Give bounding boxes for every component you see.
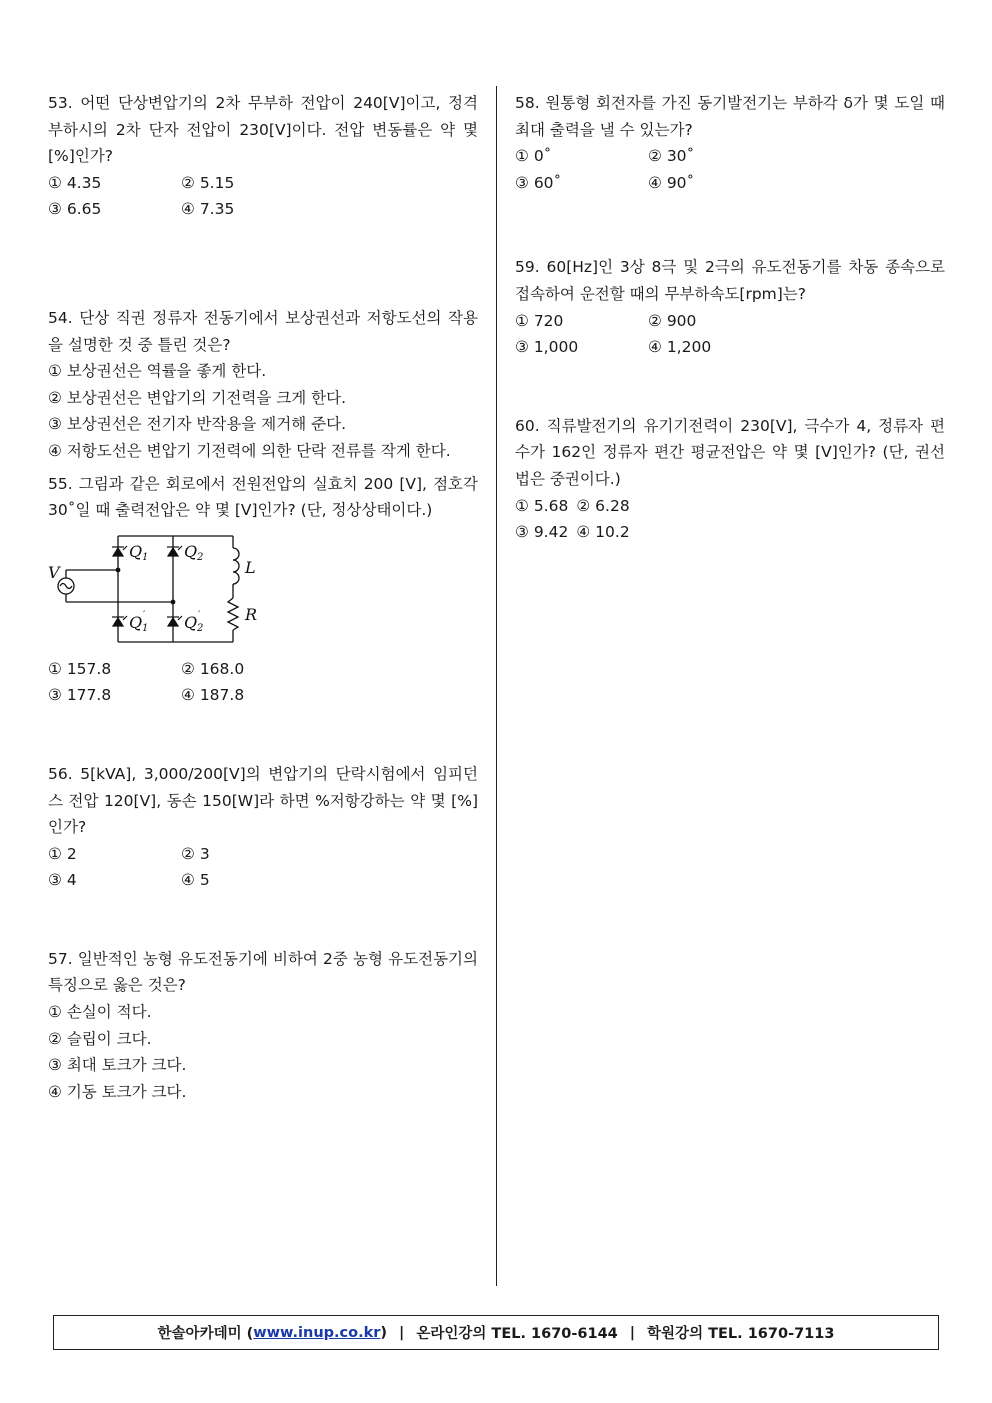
spacer [48, 275, 478, 305]
option-3[interactable]: ③ 보상권선은 전기자 반작용을 제거해 준다. [48, 415, 346, 434]
option-4[interactable]: ④ 5 [181, 871, 210, 890]
options-row [48, 170, 478, 197]
inductor-label: L [245, 557, 256, 577]
option-3[interactable]: ③ 60˚ [515, 173, 562, 192]
options-row [515, 519, 945, 546]
option-1[interactable]: ① 720 [515, 311, 564, 330]
question-59-text: 59. 60[Hz]인 3상 8극 및 2극의 유도전동기를 차동 종속으로 접속하여 운전할 때의 무부하속도[rpm]는? [515, 258, 945, 303]
question-54 [48, 305, 478, 465]
column-divider [496, 86, 497, 1286]
options-row [515, 334, 945, 361]
footer-banner [53, 1315, 939, 1350]
option-4[interactable]: ④ 기동 토크가 크다. [48, 1082, 187, 1101]
q1-prime-subscript: 1 [142, 622, 149, 634]
option-2[interactable]: ② 168.0 [181, 659, 245, 678]
q2-subscript: 2 [197, 551, 204, 563]
question-55-text: 55. 그림과 같은 회로에서 전원전압의 실효치 200 [V], 점호각 30˚일 때 출력전압은 약 몇 [V]인가? (단, 정상상태이다.) [48, 474, 478, 520]
options-row [515, 493, 945, 520]
options-row [48, 841, 478, 868]
option-2[interactable]: ② 3 [181, 844, 210, 863]
option-4[interactable]: ④ 저항도선은 변압기 기전력에 의한 단락 전류를 작게 한다. [48, 441, 451, 460]
question-55 [48, 471, 478, 709]
question-54-options [48, 358, 478, 464]
option-3[interactable]: ③ 4 [48, 871, 77, 890]
question-57 [48, 946, 478, 1106]
academy-name: 한솔아카데미 ( [157, 1326, 254, 1342]
spacer [48, 709, 478, 761]
option-1[interactable]: ① 손실이 적다. [48, 1003, 152, 1022]
q2-prime-label: Q [184, 612, 198, 632]
q1-label: Q [129, 541, 143, 561]
option-2[interactable]: ② 슬립이 크다. [48, 1029, 152, 1048]
academy-name-close: ) [380, 1324, 388, 1341]
question-56-options [48, 841, 478, 894]
q1-prime-label: Q [129, 612, 143, 632]
option-1[interactable]: ① 0˚ [515, 147, 552, 166]
question-55-options [48, 656, 478, 709]
online-lecture-phone: 온라인강의 TEL. 1670-6144 [416, 1326, 618, 1342]
option-1[interactable]: ① 2 [48, 844, 77, 863]
option-3[interactable]: ③ 최대 토크가 크다. [48, 1056, 187, 1075]
option-3[interactable]: ③ 177.8 [48, 686, 112, 705]
options-row [515, 170, 945, 197]
question-58 [515, 90, 945, 196]
options-row [48, 867, 478, 894]
option-2[interactable]: ② 5.15 [181, 173, 235, 192]
q2-prime-mark: ′ [198, 609, 201, 621]
junction-dot [116, 567, 121, 572]
option-1[interactable]: ① 5.68 [515, 496, 569, 515]
question-57-text: 57. 일반적인 농형 유도전동기에 비하여 2중 농형 유도전동기의 특징으로 옳은 것은? [48, 949, 478, 995]
source-label: V [48, 562, 60, 582]
option-2[interactable]: ② 30˚ [648, 147, 695, 166]
option-3[interactable]: ③ 9.42 [515, 523, 569, 542]
option-1[interactable]: ① 4.35 [48, 173, 102, 192]
left-column [48, 90, 478, 1105]
option-1[interactable]: ① 157.8 [48, 659, 112, 678]
question-59-options [515, 308, 945, 361]
options-row [515, 143, 945, 170]
question-53-text: 53. 어떤 단상변압기의 2차 무부하 전압이 240[V]이고, 정격 부하시의 2차 단자 전압이 230[V]이다. 전압 변동률은 약 몇 [%]인가? [48, 94, 478, 166]
question-53-options [48, 170, 478, 223]
question-59 [515, 254, 945, 360]
question-53 [48, 90, 478, 223]
q2-label: Q [184, 541, 198, 561]
question-60 [515, 413, 945, 546]
footer-separator: | [629, 1324, 636, 1341]
option-3[interactable]: ③ 1,000 [515, 338, 579, 357]
footer-separator: | [399, 1324, 405, 1341]
options-row [48, 196, 478, 223]
spacer [48, 223, 478, 275]
option-4[interactable]: ④ 10.2 [576, 523, 630, 542]
spacer [515, 361, 945, 413]
option-4[interactable]: ④ 1,200 [648, 338, 712, 357]
question-58-text: 58. 원통형 회전자를 가진 동기발전기는 부하각 δ가 몇 도일 때 최대 출력을 낼 수 있는가? [515, 94, 945, 139]
junction-dot [171, 599, 176, 604]
option-2[interactable]: ② 6.28 [576, 496, 630, 515]
spacer [48, 894, 478, 946]
right-column [515, 90, 945, 546]
thyristor-bridge-circuit [48, 530, 268, 648]
option-2[interactable]: ② 보상권선은 변압기의 기전력을 크게 한다. [48, 388, 346, 407]
question-58-options [515, 143, 945, 196]
spacer [515, 196, 945, 248]
q1-prime-mark: ′ [143, 609, 146, 621]
q2-prime-subscript: 2 [197, 622, 204, 634]
question-60-options [515, 493, 945, 546]
academy-website-link[interactable]: www.inup.co.kr [253, 1324, 381, 1341]
question-56-text: 56. 5[kVA], 3,000/200[V]의 변압기의 단락시험에서 임피던스 전압 120[V], 동손 150[W]라 하면 %저항강하는 약 몇 [%]인가? [48, 764, 478, 837]
option-4[interactable]: ④ 187.8 [181, 686, 245, 705]
option-4[interactable]: ④ 90˚ [648, 173, 695, 192]
options-row [515, 308, 945, 335]
offline-lecture-phone: 학원강의 TEL. 1670-7113 [647, 1326, 835, 1342]
option-2[interactable]: ② 900 [648, 311, 697, 330]
option-4[interactable]: ④ 7.35 [181, 200, 235, 219]
question-57-options [48, 999, 478, 1105]
question-54-text: 54. 단상 직권 정류자 전동기에서 보상권선과 저항도선의 작용을 설명한 것 중 틀린 것은? [48, 308, 478, 354]
option-3[interactable]: ③ 6.65 [48, 200, 102, 219]
option-1[interactable]: ① 보상권선은 역률을 좋게 한다. [48, 362, 267, 381]
options-row [48, 656, 478, 683]
question-60-text: 60. 직류발전기의 유기기전력이 230[V], 극수가 4, 정류자 편수가 162인 정류자 편간 평균전압은 약 몇 [V]인가? (단, 권선법은 중권이다.) [515, 416, 945, 488]
q1-subscript: 1 [142, 551, 149, 563]
options-row [48, 682, 478, 709]
question-56 [48, 761, 478, 894]
resistor-label: R [245, 604, 258, 624]
